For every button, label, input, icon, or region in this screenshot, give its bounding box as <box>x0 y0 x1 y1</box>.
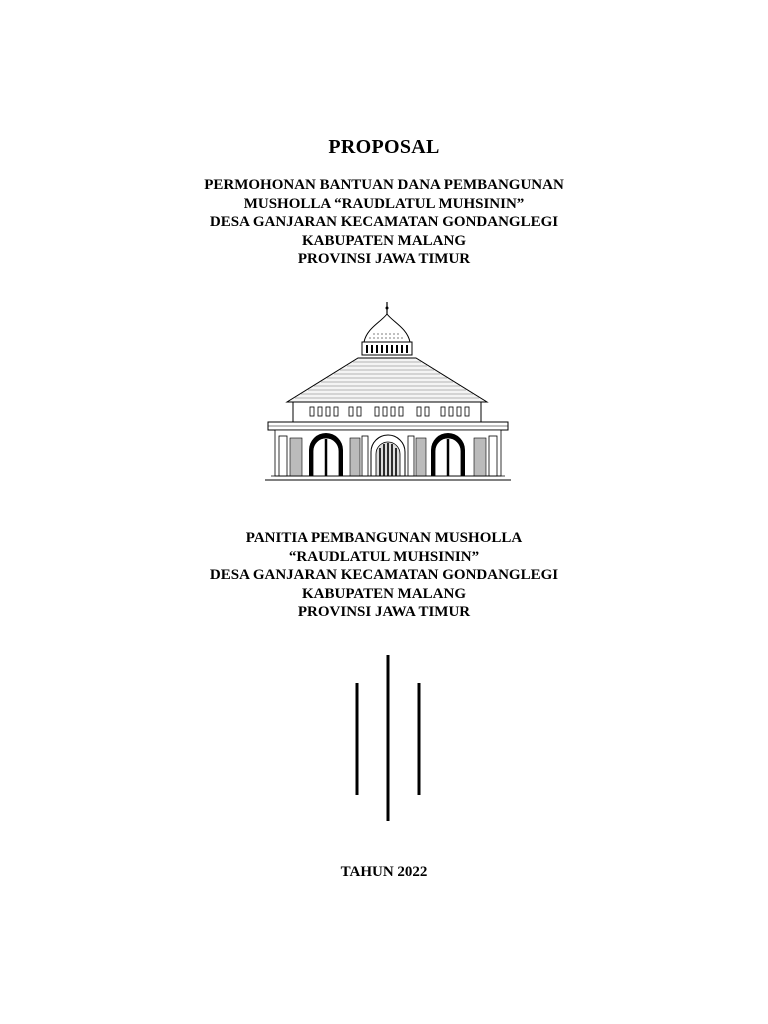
subtitle-line: MUSHOLLA “RAUDLATUL MUHSININ” <box>243 195 525 212</box>
committee-block <box>0 529 768 622</box>
committee-line: “RAUDLATUL MUHSININ” <box>288 548 480 565</box>
three-vertical-lines-ornament <box>340 650 430 825</box>
subtitle-block <box>0 176 768 269</box>
subtitle-line: PERMOHONAN BANTUAN DANA PEMBANGUNAN <box>204 177 564 193</box>
subtitle-line: DESA GANJARAN KECAMATAN GONDANGLEGI <box>209 214 559 230</box>
subtitle-line: KABUPATEN MALANG <box>301 232 467 249</box>
committee-line: DESA GANJARAN KECAMATAN GONDANGLEGI <box>209 567 559 583</box>
mosque-drawing <box>263 300 513 486</box>
proposal-title: PROPOSAL <box>328 136 440 158</box>
committee-line: PROVINSI JAWA TIMUR <box>297 604 471 620</box>
year-label: TAHUN 2022 <box>340 864 428 880</box>
committee-line: KABUPATEN MALANG <box>301 585 467 602</box>
subtitle-line: PROVINSI JAWA TIMUR <box>297 251 471 267</box>
committee-line: PANITIA PEMBANGUNAN MUSHOLLA <box>245 530 523 546</box>
